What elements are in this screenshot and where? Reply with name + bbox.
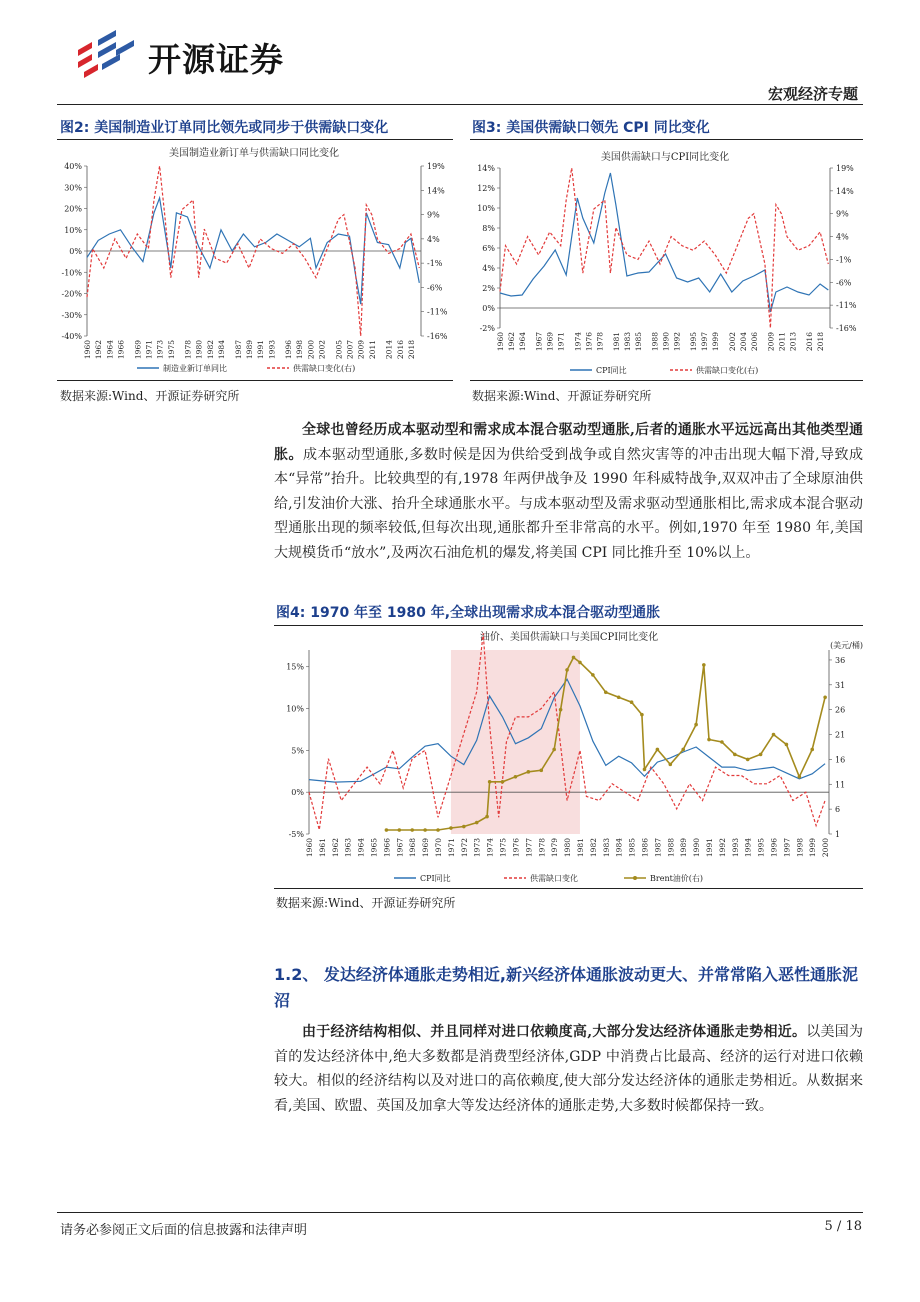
x-tick-label: 1985: [633, 332, 643, 352]
legend-marker-2: [633, 876, 637, 880]
x-tick-label: 1975: [166, 340, 176, 360]
fig3-title: 图3: 美国供需缺口领先 CPI 同比变化: [472, 120, 710, 136]
body-paragraph: [274, 418, 863, 565]
x-tick-label: 1987: [233, 340, 243, 360]
series-marker-2: [604, 690, 608, 694]
x-tick-label: 1978: [595, 332, 605, 352]
x-tick-label: 1962: [507, 332, 517, 352]
fig4-title: 图4: 1970 年至 1980 年,全球出现需求成本混合驱动型通胀: [276, 605, 661, 621]
left-tick-label: 8%: [482, 224, 495, 233]
x-tick-label: 1962: [330, 838, 340, 858]
x-tick-label: 1969: [421, 838, 431, 858]
x-tick-label: 1968: [408, 838, 418, 858]
left-tick-label: -10%: [61, 268, 82, 278]
series-marker-2: [539, 769, 543, 773]
series-marker-2: [656, 748, 660, 752]
right-tick-label: 19%: [427, 162, 445, 171]
x-tick-label: 2000: [821, 838, 831, 858]
x-tick-label: 1988: [666, 838, 676, 858]
right-tick-label: 9%: [427, 210, 440, 220]
x-tick-label: 1973: [155, 340, 165, 360]
section-tag: 宏观经济专题: [767, 85, 858, 103]
x-tick-label: 1978: [537, 838, 547, 858]
x-tick-label: 2002: [317, 340, 327, 360]
x-tick-label: 1990: [661, 332, 671, 352]
x-tick-label: 1966: [382, 838, 392, 858]
x-tick-label: 2005: [334, 340, 344, 360]
series-marker-2: [436, 828, 440, 832]
right-tick-label: 14%: [836, 186, 854, 196]
series-marker-2: [810, 748, 814, 752]
shaded-period: [451, 650, 580, 834]
series-marker-2: [527, 770, 531, 774]
left-tick-label: -40%: [61, 332, 82, 341]
right-tick-label: 36: [835, 655, 846, 665]
x-tick-label: 1960: [305, 838, 314, 858]
chart-title: 美国供需缺口与CPI同比变化: [600, 152, 730, 163]
x-tick-label: 1982: [205, 340, 215, 360]
x-tick-label: 1980: [194, 340, 204, 360]
x-tick-label: 2013: [788, 332, 798, 352]
x-tick-label: 1981: [575, 838, 585, 858]
series-marker-2: [772, 733, 776, 737]
legend-label-1: 供需缺口变化: [530, 874, 578, 883]
fig4-chart: [274, 627, 863, 887]
fig3-chart: [470, 142, 863, 378]
x-tick-label: 1998: [295, 340, 305, 360]
fig3-source: 数据来源:Wind、开源证券研究所: [472, 389, 652, 403]
right-tick-label: -6%: [836, 278, 852, 288]
series-marker-2: [565, 668, 569, 672]
x-tick-label: 1975: [498, 838, 508, 858]
left-tick-label: 0%: [482, 304, 495, 313]
right-tick-label: -16%: [427, 332, 448, 341]
right-tick-label: -11%: [427, 307, 448, 317]
right-tick-label: 1: [835, 830, 841, 839]
x-tick-label: 2016: [805, 332, 815, 352]
series-marker-2: [559, 708, 563, 712]
left-tick-label: 5%: [291, 746, 304, 756]
x-tick-label: 1976: [511, 838, 521, 858]
x-tick-label: 1978: [183, 340, 193, 360]
x-tick-label: 2018: [816, 332, 826, 352]
left-tick-label: 0%: [69, 247, 82, 256]
series-marker-2: [785, 743, 789, 747]
series-marker-2: [720, 740, 724, 744]
x-tick-label: 1984: [217, 340, 227, 360]
header: [0, 0, 920, 103]
section-paragraph-lead: 由于经济结构相似、并且同样对进口依赖度高,大部分发达经济体通胀走势相近。: [302, 1024, 807, 1040]
series-marker-2: [798, 775, 802, 779]
fig2-bottom-rule: [57, 380, 453, 381]
series-marker-2: [643, 768, 647, 772]
x-tick-label: 2011: [367, 340, 377, 360]
series-marker-2: [410, 828, 414, 832]
x-tick-label: 1976: [584, 332, 594, 352]
x-tick-label: 1991: [256, 340, 266, 360]
series-marker-2: [552, 748, 556, 752]
x-tick-label: 1995: [689, 332, 699, 352]
x-tick-label: 1961: [317, 838, 327, 858]
left-tick-label: 10%: [64, 225, 82, 235]
series-marker-2: [702, 663, 706, 667]
right-tick-label: 19%: [836, 164, 854, 173]
fig3-title-rule: [470, 139, 863, 140]
section-paragraph-text: 以美国为首的发达经济体中,绝大多数都是消费型经济体,GDP 中消费占比最高、经济的运行对进口依赖较大。相似的经济结构以及对进口的高依赖度,使大部分发达经济体的通胀走势相近。从数据来看,美国、欧盟、英国及加拿大等发达经济体的通胀走势,大多数时候都保持一致。: [274, 1024, 863, 1114]
series-marker-2: [398, 828, 402, 832]
x-tick-label: 1996: [284, 340, 294, 360]
x-tick-label: 2016: [395, 340, 405, 360]
x-tick-label: 1974: [573, 332, 583, 352]
legend-label-1: 供需缺口变化(右): [293, 364, 356, 373]
x-tick-label: 1967: [534, 332, 544, 352]
left-tick-label: 10%: [477, 204, 495, 213]
right-axis-unit: (美元/桶): [830, 641, 863, 650]
x-tick-label: 1987: [653, 838, 663, 858]
x-tick-label: 1970: [434, 838, 444, 858]
x-tick-label: 1992: [717, 838, 727, 858]
x-tick-label: 1965: [369, 838, 379, 858]
paragraph-text: 成本驱动型通胀,多数时候是因为供给受到战争或自然灾害等的冲击出现大幅下滑,导致成本“异常”抬升。比较典型的有,1978 年两伊战争及 1990 年科威特战争,双双冲击了全球原油供给,引发油价大涨、抬升全球通胀水平。与成本驱动型及需求驱动型通胀相比,需求成本混合驱动型通胀出现的频率较低,但每次出现,通胀都升至非常高的水平。例如,1970 年至 1980 年,美国大规模货币“放水”,及两次石油危机的爆发,将美国 CPI 同比推升至 10%以上。: [274, 446, 863, 561]
series-marker-2: [733, 753, 737, 757]
x-tick-label: 1993: [730, 838, 740, 858]
series-marker-2: [630, 700, 634, 704]
x-tick-label: 1960: [496, 332, 505, 352]
series-marker-2: [572, 656, 576, 660]
x-tick-label: 1964: [105, 340, 115, 360]
series-marker-2: [694, 723, 698, 727]
right-tick-label: -11%: [836, 301, 857, 311]
x-tick-label: 1996: [769, 838, 779, 858]
x-tick-label: 2014: [384, 340, 394, 360]
right-tick-label: 26: [835, 705, 846, 715]
series-marker-2: [423, 828, 427, 832]
x-tick-label: 1997: [700, 332, 710, 352]
left-tick-label: -30%: [61, 310, 82, 320]
logo-text: 开源证券: [148, 40, 284, 79]
fig2-chart: [57, 142, 453, 378]
x-tick-label: 1981: [611, 332, 621, 352]
right-tick-label: 4%: [427, 234, 440, 244]
x-tick-label: 2009: [356, 340, 366, 360]
left-tick-label: 10%: [286, 704, 304, 714]
header-rule: [57, 104, 863, 105]
page-number: 5 / 18: [824, 1219, 862, 1234]
x-tick-label: 1972: [459, 838, 469, 858]
series-marker-2: [707, 738, 711, 742]
left-tick-label: 14%: [477, 164, 495, 173]
right-tick-label: -6%: [427, 283, 443, 293]
legend-label-1: 供需缺口变化(右): [696, 366, 759, 375]
footer-disclaimer: 请务必参阅正文后面的信息披露和法律声明: [60, 1223, 308, 1238]
left-tick-label: 40%: [64, 162, 82, 171]
x-tick-label: 1990: [692, 838, 702, 858]
x-tick-label: 1989: [244, 340, 254, 360]
x-tick-label: 1971: [144, 340, 154, 360]
fig4-source: 数据来源:Wind、开源证券研究所: [276, 896, 456, 910]
x-tick-label: 2004: [738, 332, 748, 352]
right-tick-label: -16%: [836, 324, 857, 333]
left-tick-label: -20%: [61, 289, 82, 299]
x-tick-label: 1974: [485, 838, 495, 858]
series-line-1: [500, 168, 828, 328]
x-tick-label: 1989: [679, 838, 689, 858]
left-tick-label: -5%: [288, 830, 304, 839]
x-tick-label: 2002: [727, 332, 737, 352]
x-tick-label: 1992: [672, 332, 682, 352]
left-tick-label: 20%: [64, 204, 82, 214]
x-tick-label: 1985: [627, 838, 637, 858]
x-tick-label: 1983: [622, 332, 632, 352]
series-marker-2: [475, 821, 479, 825]
right-tick-label: 14%: [427, 186, 445, 196]
left-tick-label: 0%: [291, 788, 304, 798]
chart-title: 美国制造业新订单与供需缺口同比变化: [169, 148, 339, 159]
right-tick-label: 9%: [836, 209, 849, 219]
x-tick-label: 1971: [446, 838, 456, 858]
x-tick-label: 1986: [640, 838, 650, 858]
series-marker-2: [617, 695, 621, 699]
right-tick-label: -1%: [836, 255, 852, 265]
left-tick-label: 15%: [286, 662, 304, 672]
series-line-0: [500, 173, 828, 312]
fig2-source: 数据来源:Wind、开源证券研究所: [60, 389, 240, 403]
series-marker-2: [681, 748, 685, 752]
x-tick-label: 1967: [395, 838, 405, 858]
fig3-bottom-rule: [470, 380, 863, 381]
x-tick-label: 2006: [749, 332, 759, 352]
left-tick-label: 12%: [477, 184, 495, 193]
x-tick-label: 1998: [795, 838, 805, 858]
x-tick-label: 2011: [777, 332, 787, 352]
right-tick-label: 6: [835, 805, 841, 815]
x-tick-label: 1979: [550, 838, 560, 858]
x-tick-label: 1994: [743, 838, 753, 858]
series-marker-2: [385, 828, 389, 832]
right-tick-label: 31: [835, 680, 846, 690]
x-tick-label: 1999: [808, 838, 818, 858]
left-tick-label: 6%: [482, 244, 495, 253]
x-tick-label: 1999: [711, 332, 721, 352]
series-marker-2: [462, 825, 466, 829]
x-tick-label: 2009: [766, 332, 776, 352]
series-marker-2: [823, 695, 827, 699]
x-tick-label: 1962: [94, 340, 104, 360]
x-tick-label: 1971: [556, 332, 566, 352]
series-marker-2: [746, 758, 750, 762]
series-marker-2: [759, 753, 763, 757]
x-tick-label: 1997: [782, 838, 792, 858]
x-tick-label: 1982: [588, 838, 598, 858]
x-tick-label: 1969: [545, 332, 555, 352]
x-tick-label: 1995: [756, 838, 766, 858]
left-tick-label: 4%: [482, 264, 495, 273]
x-tick-label: 1963: [343, 838, 353, 858]
right-tick-label: 4%: [836, 232, 849, 242]
x-tick-label: 1991: [705, 838, 714, 858]
x-tick-label: 1988: [650, 332, 660, 352]
x-tick-label: 1984: [614, 838, 624, 858]
left-tick-label: -2%: [479, 324, 495, 333]
legend-label-2: Brent油价(右): [650, 874, 704, 883]
x-tick-label: 2000: [306, 340, 316, 360]
x-tick-label: 1983: [601, 838, 611, 858]
legend-label-0: 制造业新订单同比: [163, 364, 227, 373]
x-tick-label: 2018: [406, 340, 416, 360]
logo-mark-icon: [76, 28, 138, 80]
fig2-title-rule: [57, 139, 453, 140]
left-tick-label: 30%: [64, 183, 82, 193]
series-marker-2: [514, 775, 518, 779]
series-marker-2: [640, 713, 644, 717]
series-marker-2: [485, 815, 489, 819]
series-marker-2: [668, 763, 672, 767]
right-tick-label: 11: [835, 780, 846, 790]
fig4-title-rule: [274, 625, 863, 626]
x-tick-label: 1960: [83, 340, 92, 360]
x-tick-label: 1973: [472, 838, 482, 858]
series-marker-2: [591, 673, 595, 677]
legend-label-0: CPI同比: [596, 366, 627, 375]
fig4-bottom-rule: [274, 888, 863, 889]
series-marker-2: [449, 826, 453, 830]
footer-rule: [57, 1212, 863, 1213]
series-marker-2: [501, 780, 505, 784]
section-paragraph: [274, 1020, 863, 1118]
right-tick-label: 16: [835, 755, 846, 765]
paragraph-lead: 全球也曾经历成本驱动型和需求成本混合驱动型通胀,后者的通胀水平远远高出其他类型通胀。: [274, 422, 863, 463]
right-tick-label: 21: [835, 730, 846, 740]
series-marker-2: [578, 661, 582, 665]
x-tick-label: 1977: [524, 838, 534, 858]
x-tick-label: 1964: [518, 332, 528, 352]
right-tick-label: -1%: [427, 259, 443, 269]
section-heading: 1.2、 发达经济体通胀走势相近,新兴经济体通胀波动更大、并常常陷入恶性通胀泥沼: [274, 965, 858, 1010]
x-tick-label: 1993: [267, 340, 277, 360]
legend-label-0: CPI同比: [420, 874, 451, 883]
x-tick-label: 2007: [345, 340, 355, 360]
fig2-title: 图2: 美国制造业订单同比领先或同步于供需缺口变化: [60, 120, 389, 136]
chart-title: 油价、美国供需缺口与美国CPI同比变化: [479, 632, 659, 643]
x-tick-label: 1980: [563, 838, 573, 858]
x-tick-label: 1966: [116, 340, 126, 360]
left-tick-label: 2%: [482, 284, 495, 293]
series-marker-2: [488, 780, 492, 784]
x-tick-label: 1964: [356, 838, 366, 858]
x-tick-label: 1969: [133, 340, 143, 360]
